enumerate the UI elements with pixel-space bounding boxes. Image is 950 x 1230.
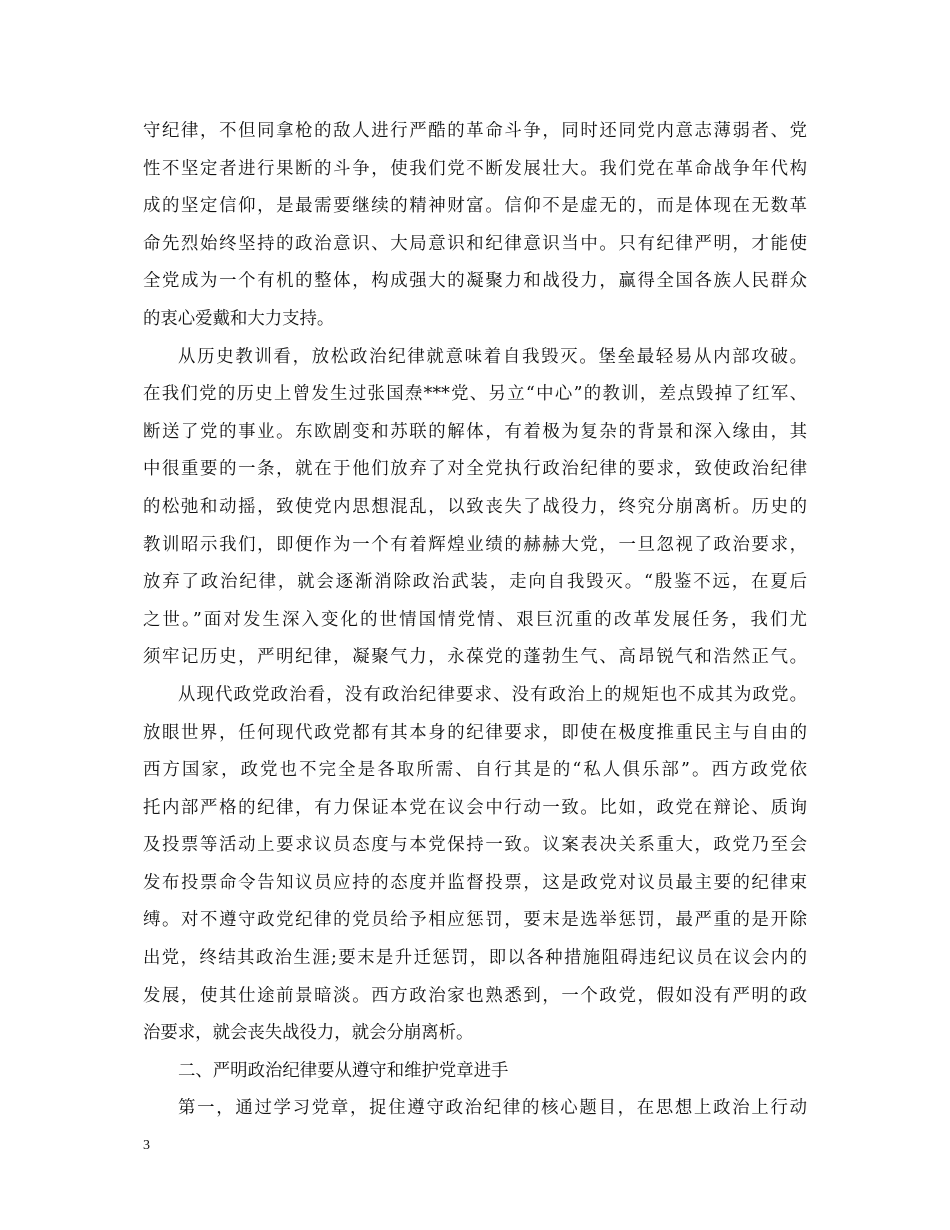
paragraph-start: 从现代政党政治看，没有政治纪律要求、没有政治上的规矩也不成其为政党。 — [178, 684, 807, 705]
text-line: 在我们党的历史上曾发生过张国焘***党、另立“中心”的教训，差点毁掉了红军、 — [143, 384, 807, 405]
text-line: 及投票等活动上要求议员态度与本党保持一致。议案表决关系重大，政党乃至会 — [143, 835, 807, 856]
text-line: 断送了党的事业。东欧剧变和苏联的解体，有着极为复杂的背景和深入缘由，其 — [143, 421, 807, 442]
text-line: 性不坚定者进行果断的斗争，使我们党不断发展壮大。我们党在革命战争年代构 — [143, 158, 807, 179]
text-line: 出党，终结其政治生涯;要末是升迁惩罚，即以各种措施阻碍违纪议员在议会内的 — [143, 948, 807, 969]
text-line: 中很重要的一条，就在于他们放弃了对全党执行政治纪律的要求，致使政治纪律 — [143, 459, 807, 480]
text-line: 须牢记历史，严明纪律，凝聚气力，永葆党的蓬勃生气、高昂锐气和浩然正气。 — [143, 647, 807, 668]
text-line: 之世。”面对发生深入变化的世情国情党情、艰巨沉重的改革发展任务，我们尤 — [143, 609, 807, 630]
text-line: 教训昭示我们，即便作为一个有着辉煌业绩的赫赫大党，一旦忽视了政治要求， — [143, 534, 807, 555]
paragraph-start: 从历史教训看，放松政治纪律就意味着自我毁灭。堡垒最轻易从内部攻破。 — [178, 346, 807, 367]
text-line: 发展，使其仕途前景暗淡。西方政治家也熟悉到，一个政党，假如没有严明的政 — [143, 985, 807, 1006]
text-line: 的衷心爱戴和大力支持。 — [143, 308, 335, 329]
text-line: 全党成为一个有机的整体，构成强大的凝聚力和战役力，赢得全国各族人民群众 — [143, 271, 807, 292]
text-line: 成的坚定信仰，是最需要继续的精神财富。信仰不是虚无的，而是体现在无数革 — [143, 196, 807, 217]
text-line: 治要求，就会丧失战役力，就会分崩离析。 — [143, 1023, 474, 1044]
text-line: 托内部严格的纪律，有力保证本党在议会中行动一致。比如，政党在辩论、质询 — [143, 797, 807, 818]
text-line: 守纪律，不但同拿枪的敌人进行严酷的革命斗争，同时还同党内意志薄弱者、党 — [143, 121, 807, 141]
paragraph-start: 第一，通过学习党章，捉住遵守政治纪律的核心题目，在思想上政治上行动 — [178, 1098, 807, 1119]
text-line: 命先烈始终坚持的政治意识、大局意识和纪律意识当中。只有纪律严明，才能使 — [143, 233, 807, 254]
text-line: 缚。对不遵守政党纪律的党员给予相应惩罚，要末是选举惩罚，最严重的是开除 — [143, 910, 807, 931]
text-line: 的松弛和动摇，致使党内思想混乱，以致丧失了战役力，终究分崩离析。历史的 — [143, 496, 807, 517]
body-text — [143, 113, 807, 1128]
text-line: 发布投票命令告知议员应持的态度并监督投票，这是政党对议员最主要的纪律束 — [143, 872, 807, 893]
text-line: 放眼世界，任何现代政党都有其本身的纪律要求，即使在极度推重民主与自由的 — [143, 722, 807, 743]
text-line: 放弃了政治纪律，就会逐渐消除政治武装，走向自我毁灭。“殷鉴不远，在夏后 — [143, 572, 807, 593]
section-heading: 二、严明政治纪律要从遵守和维护党章进手 — [178, 1060, 509, 1081]
text-line: 西方国家，政党也不完全是各取所需、自行其是的“私人俱乐部”。西方政党依 — [143, 760, 807, 781]
page-number: 3 — [143, 1138, 150, 1153]
